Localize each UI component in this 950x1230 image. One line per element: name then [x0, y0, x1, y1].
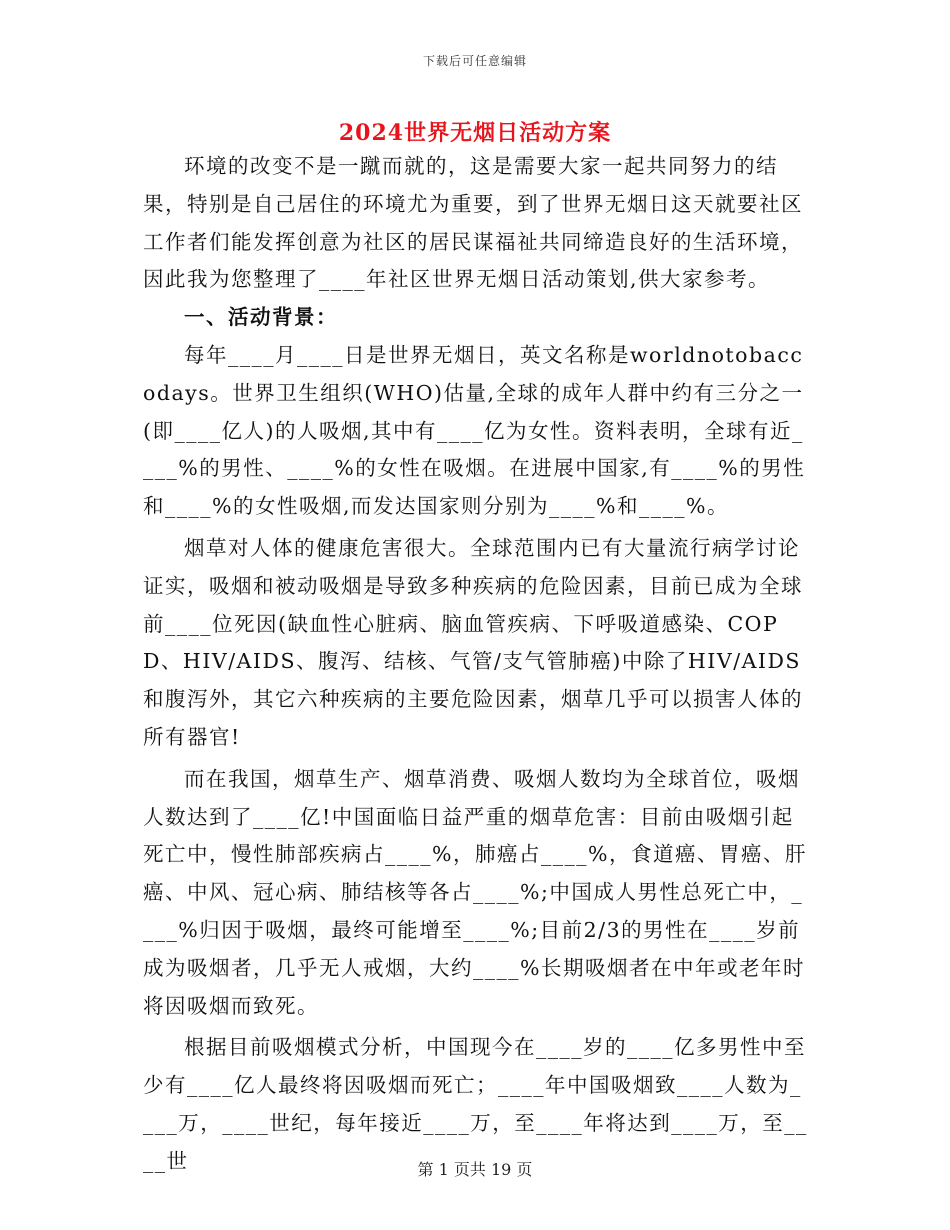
paragraph-no-tobacco-day: 每年____月____日是世界无烟日，英文名称是worldnotobaccodays。世界卫生组织(WHO)估量,全球的成年人群中约有三分之一(即____亿人)的人吸烟,其中有____亿为女性。资料表明，全球有近____%的男性、____%的女性在吸烟。在进展中国家,有____%的男性和____%的女性吸烟,而发达国家则分别为____%和____%。 — [143, 342, 806, 519]
page-header: 下载后可任意编辑 — [422, 54, 527, 68]
page-footer: 第 1 页共 19 页 — [417, 1160, 533, 1179]
intro-paragraph: 环境的改变不是一蹴而就的，这是需要大家一起共同努力的结果，特别是自己居住的环境尤为重要，到了世界无烟日这天就要社区工作者们能发挥创意为社区的居民谋福祉共同缔造良好的生活环境，因此我为您整理了____年社区世界无烟日活动策划,供大家参考。 — [143, 154, 803, 292]
paragraph-health-hazards: 烟草对人体的健康危害很大。全球范围内已有大量流行病学讨论证实，吸烟和被动吸烟是导致多种疾病的危险因素，目前已成为全球前____位死因(缺血性心脏病、脑血管疾病、下呼吸道感染、COPD、HIV/AIDS、腹泻、结核、气管/支气管肺癌)中除了HIV/AIDS和腹泻外，其它六种疾病的主要危险因素，烟草几乎可以损害人体的所有器官! — [143, 535, 803, 749]
document-title: 2024世界无烟日活动方案 — [338, 120, 612, 146]
paragraph-projection: 根据目前吸烟模式分析，中国现今在____岁的____亿多男性中至少有____亿人最终将因吸烟而死亡；____年中国吸烟致____人数为____万，____世纪，每年接近____万，至____年将达到____万，至____世 — [143, 1035, 808, 1173]
paragraph-china-situation: 而在我国，烟草生产、烟草消费、吸烟人数均为全球首位，吸烟人数达到了____亿!中国面临日益严重的烟草危害：目前由吸烟引起死亡中，慢性肺部疾病占____%，肺癌占____%，食道癌、胃癌、肝癌、中风、冠心病、肺结核等各占____%;中国成人男性总死亡中，____%归因于吸烟，最终可能增至____%;目前2/3的男性在____岁前成为吸烟者，几乎无人戒烟，大约____%长期吸烟者在中年或老年时将因吸烟而致死。 — [143, 766, 807, 1018]
section-heading-background: 一、活动背景： — [184, 305, 338, 330]
document-body — [143, 148, 808, 1181]
